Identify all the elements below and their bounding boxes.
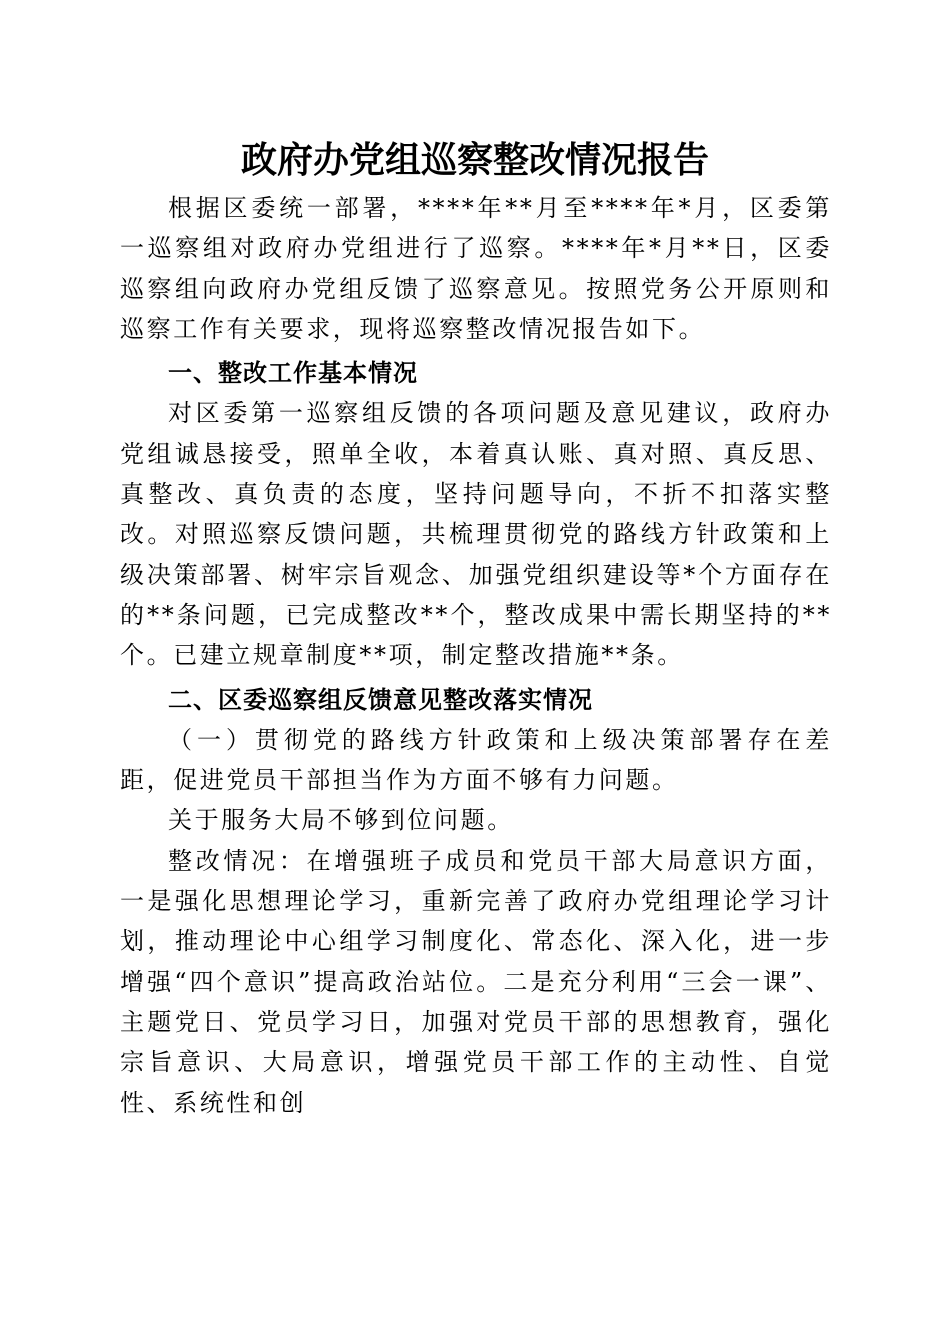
rectification-paragraph: 整改情况：在增强班子成员和党员干部大局意识方面，一是强化思想理论学习，重新完善了政府办党组理论学习计划，推动理论中心组学习制度化、常态化、深入化，进一步增强“四个意识”提高政治站位。二是充分利用“三会一课”、主题党日、党员学习日，加强对党员干部的思想教育，强化宗旨意识、大局意识，增强党员干部工作的主动性、自觉性、系统性和创	[120, 846, 832, 1117]
issue-paragraph: 关于服务大局不够到位问题。	[168, 806, 514, 835]
section-heading-2: 二、区委巡察组反馈意见整改落实情况	[168, 685, 593, 714]
section-1-paragraph: 对区委第一巡察组反馈的各项问题及意见建议，政府办党组诚恳接受，照单全收，本着真认账、真对照、真反思、真整改、真负责的态度，坚持问题导向，不折不扣落实整改。对照巡察反馈问题，共梳理贯彻党的路线方针政策和上级决策部署、树牢宗旨观念、加强党组织建设等*个方面存在的**条问题，已完成整改**个，整改成果中需长期坚持的**个。已建立规章制度**项，制定整改措施**条。	[120, 399, 832, 670]
sub-heading-1: （一）贯彻党的路线方针政策和上级决策部署存在差距，促进党员干部担当作为方面不够有力问题。	[120, 725, 832, 795]
section-heading-1: 一、整改工作基本情况	[168, 359, 418, 388]
document-body	[120, 188, 832, 1123]
document-title: 政府办党组巡察整改情况报告	[240, 139, 709, 181]
intro-paragraph: 根据区委统一部署，****年**月至****年*月，区委第一巡察组对政府办党组进行了巡察。****年*月**日，区委巡察组向政府办党组反馈了巡察意见。按照党务公开原则和巡察工作有关要求，现将巡察整改情况报告如下。	[120, 194, 832, 343]
